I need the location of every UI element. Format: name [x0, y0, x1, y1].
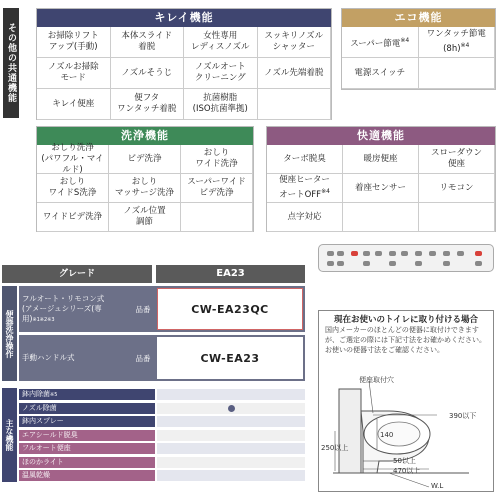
senjo-feature-cell — [181, 174, 253, 203]
feature-value — [157, 389, 305, 400]
feature-label: ビデ洗浄 — [127, 153, 162, 164]
kirei-title: キレイ機能 — [37, 9, 331, 27]
kirei-feature-cell — [258, 27, 332, 58]
remote-power-button-icon — [475, 251, 482, 256]
eco-feature-cell — [342, 58, 419, 89]
remote-button-icon — [443, 251, 450, 256]
feature-label-line2: クリーニング — [194, 73, 246, 83]
operation-name-text: フルオート・リモコン式 — [22, 293, 105, 303]
senjo-feature-cell — [109, 174, 181, 203]
feature-name-text: 鉢内除菌 — [22, 390, 50, 398]
feature-label: 着座センサー — [354, 182, 406, 193]
feature-label: 便座ヒーター — [279, 175, 330, 186]
operation-name — [19, 294, 129, 325]
feature-label-line2: マッサージ洗浄 — [115, 188, 174, 198]
features-label: 主な機能 — [2, 388, 17, 482]
senjo-title: 洗浄機能 — [37, 127, 253, 145]
hinban-label: 品番 — [135, 304, 151, 314]
feature-value — [157, 457, 305, 468]
kaiteki-feature-cell — [419, 145, 495, 174]
feature-label: 暖房便座 — [363, 153, 398, 164]
fit-dimension-box — [318, 310, 494, 492]
feature-label-line2: (ISO抗菌準拠) — [192, 104, 248, 114]
kirei-feature-cell — [184, 27, 258, 58]
kaiteki-feature-cell — [343, 145, 419, 174]
feature-label: おしり — [131, 177, 158, 187]
remote-button-icon — [327, 261, 334, 266]
feature-label-line2: ワイドS洗浄 — [48, 188, 97, 198]
feature-label: ターボ脱臭 — [283, 153, 326, 164]
dim-390: 390以下 — [449, 412, 477, 420]
kirei-feature-cell — [37, 27, 111, 58]
feature-name-text: ノズル除菌 — [22, 403, 57, 412]
feature-label-line2: オートOFF — [279, 189, 322, 200]
feature-value — [157, 443, 305, 454]
remote-button-icon — [327, 251, 334, 256]
remote-button-icon — [375, 251, 382, 256]
feature-row — [19, 389, 305, 400]
feature-label: お掃除リフト — [47, 31, 99, 41]
kirei-feature-cell — [258, 89, 332, 120]
grade-header — [2, 265, 305, 283]
remote-button-icon — [363, 261, 370, 266]
feature-label-line2: 着脱 — [138, 42, 156, 52]
remote-button-icon — [475, 261, 482, 266]
senjo-cells — [37, 142, 253, 232]
feature-note: ※4 — [460, 42, 470, 50]
dim-250: 250以上 — [321, 444, 349, 452]
kaiteki-feature-cell — [343, 174, 419, 203]
senjo-feature-cell — [109, 203, 181, 232]
kirei-feature-cell — [111, 89, 185, 120]
feature-note: ※5 — [50, 392, 58, 398]
feature-label: 抗菌樹脂 — [203, 93, 238, 103]
remote-button-icon — [443, 261, 450, 266]
remote-control-image — [318, 244, 494, 272]
feature-name — [19, 470, 155, 481]
eco-panel — [341, 8, 496, 90]
feature-name — [19, 403, 155, 414]
kirei-feature-cell — [37, 58, 111, 89]
feature-label: スーパーワイド — [187, 177, 246, 187]
side-label-common-features: その他の共通機能 — [3, 8, 19, 118]
kirei-panel — [36, 8, 332, 120]
eco-feature-cell — [419, 58, 496, 89]
eco-feature-cell — [342, 27, 419, 58]
remote-button-icon — [337, 251, 344, 256]
feature-name — [19, 430, 155, 441]
senjo-feature-cell — [181, 203, 253, 232]
feature-name — [19, 457, 155, 468]
feature-label: リモコン — [439, 182, 474, 193]
feature-label: ノズル位置 — [123, 206, 166, 216]
kirei-feature-cell — [37, 89, 111, 120]
kaiteki-feature-cell — [267, 174, 343, 203]
remote-button-icon — [389, 251, 396, 256]
grade-model: EA23 — [156, 265, 305, 283]
feature-name — [19, 443, 155, 454]
feature-value — [157, 416, 305, 427]
feature-name-text: フルオート便座 — [22, 444, 71, 452]
feature-value — [157, 403, 305, 414]
feature-label: おしり — [203, 148, 230, 158]
product-code: CW-EA23QC — [157, 288, 303, 330]
fit-title: 現在お使いのトイレに取り付ける場合 — [333, 315, 479, 325]
feature-label-line2: (8h) — [443, 43, 461, 54]
remote-button-icon — [389, 261, 396, 266]
kaiteki-feature-cell — [267, 145, 343, 174]
remote-button-icon — [415, 251, 422, 256]
remote-button-icon — [363, 251, 370, 256]
grade-label: グレード — [2, 265, 152, 283]
feature-label-line2: レディスノズル — [191, 42, 250, 52]
feature-label-line2: ワンタッチ着脱 — [117, 104, 177, 114]
feature-label: ノズルお掃除 — [47, 62, 99, 72]
feature-name — [19, 389, 155, 400]
feature-available-dot-icon — [228, 405, 235, 412]
feature-label: スローダウン — [430, 148, 482, 158]
kaiteki-panel — [266, 126, 496, 232]
feature-label: 便フタ — [134, 93, 160, 103]
feature-label: 点字対応 — [287, 211, 322, 222]
dim-mount-hole: 便座取付穴 — [359, 376, 394, 384]
feature-label: 電源スイッチ — [354, 67, 406, 78]
remote-button-icon — [429, 251, 436, 256]
kaiteki-feature-cell — [343, 203, 419, 232]
hinban-label: 品番 — [135, 353, 151, 363]
feature-name-text: ほのかライト — [22, 457, 64, 466]
feature-value — [157, 430, 305, 441]
dim-140: 140 — [380, 431, 394, 439]
feature-label: ノズル先端着脱 — [264, 67, 324, 78]
remote-button-icon — [457, 251, 464, 256]
kaiteki-feature-cell — [419, 203, 495, 232]
feature-label-line2: 調節 — [135, 217, 153, 227]
kirei-feature-cell — [184, 89, 258, 120]
kirei-feature-cell — [111, 58, 185, 89]
feature-label: スーパー節電 — [350, 38, 401, 49]
feature-label: キレイ便座 — [52, 98, 95, 109]
operation-label: 便器洗浄操作 — [2, 286, 17, 381]
feature-name-text: 温風乾燥 — [22, 471, 50, 479]
kirei-feature-cell — [111, 27, 185, 58]
feature-label: ノズルそうじ — [121, 67, 173, 78]
operation-name: 手動ハンドル式 — [22, 353, 75, 362]
feature-name-text: 鉢内スプレー — [22, 417, 64, 425]
feature-row — [19, 470, 305, 481]
feature-name — [19, 416, 155, 427]
senjo-feature-cell — [37, 174, 109, 203]
kaiteki-cells — [267, 145, 495, 232]
eco-feature-cell — [419, 27, 496, 58]
feature-label: 女性専用 — [203, 31, 238, 41]
feature-label-line2: ビデ洗浄 — [199, 188, 234, 198]
feature-label-line2: 便座 — [447, 159, 465, 169]
senjo-feature-cell — [37, 142, 109, 175]
feature-note: ※4 — [321, 188, 330, 196]
feature-label: スッキリノズル — [264, 31, 324, 41]
feature-label-line2: アップ(手動) — [48, 42, 98, 52]
eco-title: エコ機能 — [342, 9, 495, 27]
feature-label: ワイドビデ洗浄 — [42, 211, 103, 222]
operation-row-manual — [19, 335, 305, 381]
operation-note: ※1※2※3 — [32, 316, 55, 323]
remote-stop-button-icon — [351, 251, 358, 256]
feature-label-line2: ワイド洗浄 — [195, 159, 238, 169]
senjo-feature-cell — [181, 145, 253, 174]
dim-wl: W.L — [431, 482, 444, 490]
dim-470: 470以上 — [393, 467, 421, 475]
feature-label: ノズルオート — [194, 62, 246, 72]
feature-row — [19, 403, 305, 414]
senjo-feature-cell — [37, 203, 109, 232]
feature-label: おしり — [59, 177, 86, 187]
kirei-feature-cell — [258, 58, 332, 89]
product-code: CW-EA23 — [157, 337, 303, 379]
kaiteki-title: 快適機能 — [267, 127, 495, 145]
feature-row — [19, 416, 305, 427]
remote-button-icon — [337, 261, 344, 266]
feature-label: おしり洗浄 — [51, 142, 94, 153]
feature-label-line2: モード — [60, 73, 86, 83]
feature-value — [157, 470, 305, 481]
feature-note: ※4 — [400, 36, 410, 44]
feature-row — [19, 443, 305, 454]
remote-button-icon — [401, 251, 408, 256]
feature-name-text: エアシールド脱臭 — [22, 430, 78, 439]
kaiteki-feature-cell — [267, 203, 343, 232]
kirei-cells — [37, 27, 331, 120]
fit-text: 国内メーカーのほとんどの便器に取付けできますが、ご選定の際には下記寸法をお確かめください。お使いの便器寸法をご確認ください。 — [325, 326, 486, 354]
kaiteki-feature-cell — [419, 174, 495, 203]
eco-cells — [342, 27, 495, 89]
kirei-feature-cell — [184, 58, 258, 89]
dim-50: 50以上 — [393, 457, 416, 465]
feature-row — [19, 457, 305, 468]
feature-label-line2: (パワフル・マイルド) — [41, 153, 104, 175]
operation-row-full-auto — [19, 286, 305, 332]
feature-label: 本体スライド — [121, 31, 173, 41]
feature-label-line2: シャッター — [272, 42, 315, 52]
senjo-panel — [36, 126, 254, 232]
remote-button-icon — [415, 261, 422, 266]
senjo-feature-cell — [109, 145, 181, 174]
operation-name-sub: (アメージュシリーズ(専用) — [22, 303, 102, 323]
feature-row — [19, 430, 305, 441]
feature-label: ワンタッチ節電 — [426, 29, 486, 40]
